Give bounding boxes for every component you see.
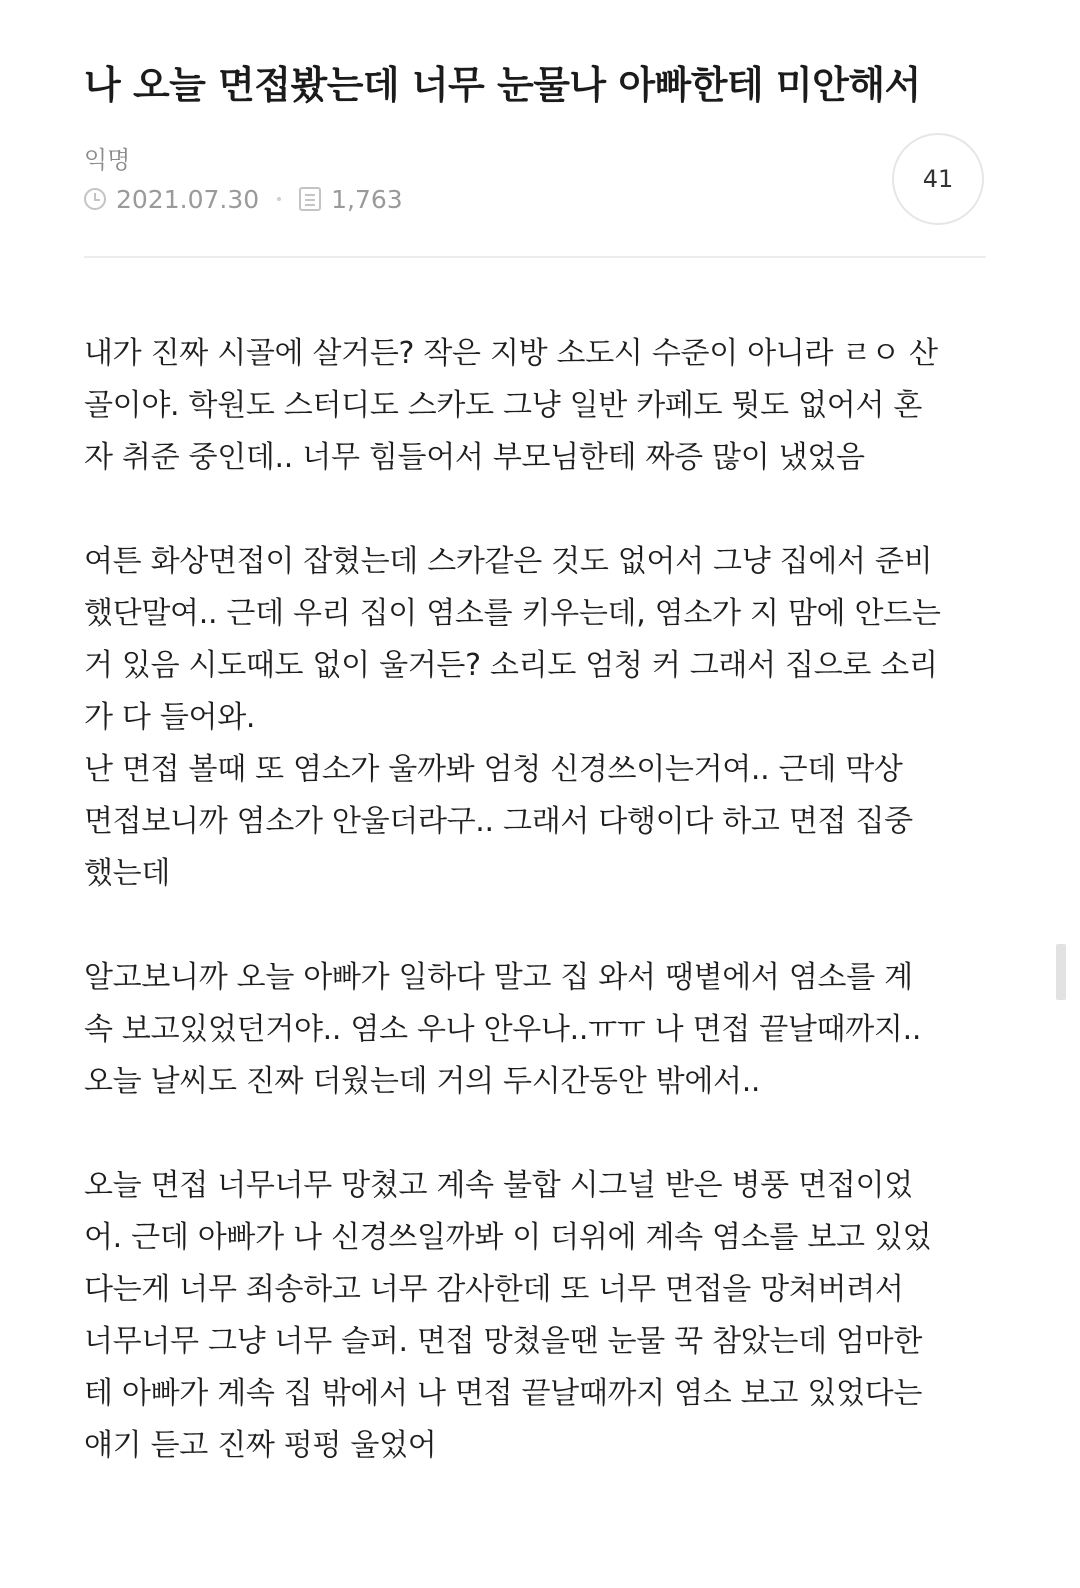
post-meta (84, 183, 403, 215)
body-line: 골이야. 학원도 스터디도 스카도 그냥 일반 카페도 뭣도 없어서 혼 (84, 388, 923, 423)
paragraph-1 (84, 328, 994, 484)
paragraph-gap (84, 900, 994, 952)
post-title: 나 오늘 면접봤는데 너무 눈물나 아빠한테 미안해서 (84, 63, 921, 107)
body-line: 내가 진짜 시골에 살거든? 작은 지방 소도시 수준이 아니라 ㄹㅇ 산 (84, 336, 938, 371)
body-line: 면접보니까 염소가 안울더라구.. 그래서 다행이다 하고 면접 집중 (84, 804, 913, 839)
post-body (84, 328, 994, 1472)
paragraph-5 (84, 1160, 994, 1472)
body-line: 다는게 너무 죄송하고 너무 감사한데 또 너무 면접을 망쳐버려서 (84, 1272, 904, 1307)
meta-separator (277, 197, 281, 201)
view-count: 1,763 (331, 184, 403, 214)
comment-count: 41 (922, 165, 954, 193)
body-line: 했단말여.. 근데 우리 집이 염소를 키우는데, 염소가 지 맘에 안드는 (84, 596, 941, 631)
clock-icon (84, 188, 106, 210)
header-divider (84, 256, 986, 258)
paragraph-4 (84, 952, 994, 1108)
body-line: 거 있음 시도때도 없이 울거든? 소리도 엄청 커 그래서 집으로 소리 (84, 648, 938, 683)
comment-count-button[interactable] (892, 133, 984, 225)
body-line: 오늘 면접 너무너무 망쳤고 계속 불합 시그널 받은 병풍 면접이었 (84, 1168, 913, 1203)
body-line: 너무너무 그냥 너무 슬퍼. 면접 망쳤을땐 눈물 꾹 참았는데 엄마한 (84, 1324, 923, 1359)
document-icon (299, 187, 321, 211)
author-name: 익명 (84, 146, 131, 174)
body-line: 얘기 듣고 진짜 펑펑 울었어 (84, 1428, 437, 1463)
body-line: 속 보고있었던거야.. 염소 우나 안우나..ㅠㅠ 나 면접 끝날때까지.. (84, 1012, 922, 1047)
body-line: 테 아빠가 계속 집 밖에서 나 면접 끝날때까지 염소 보고 있었다는 (84, 1376, 923, 1411)
scroll-handle[interactable] (1056, 944, 1066, 1000)
paragraph-gap (84, 1108, 994, 1160)
body-line: 했는데 (84, 856, 171, 891)
body-line: 난 면접 볼때 또 염소가 울까봐 엄청 신경쓰이는거여.. 근데 막상 (84, 752, 903, 787)
body-line: 오늘 날씨도 진짜 더웠는데 거의 두시간동안 밖에서.. (84, 1064, 761, 1099)
paragraph-3 (84, 744, 994, 900)
body-line: 자 취준 중인데.. 너무 힘들어서 부모님한테 짜증 많이 냈었음 (84, 440, 865, 475)
post-date: 2021.07.30 (116, 184, 260, 214)
body-line: 알고보니까 오늘 아빠가 일하다 말고 집 와서 땡볕에서 염소를 계 (84, 960, 913, 995)
body-line: 여튼 화상면접이 잡혔는데 스카같은 것도 없어서 그냥 집에서 준비 (84, 544, 933, 579)
body-line: 가 다 들어와. (84, 700, 256, 735)
paragraph-2 (84, 536, 994, 744)
paragraph-gap (84, 484, 994, 536)
body-line: 어. 근데 아빠가 나 신경쓰일까봐 이 더위에 계속 염소를 보고 있었 (84, 1220, 932, 1255)
